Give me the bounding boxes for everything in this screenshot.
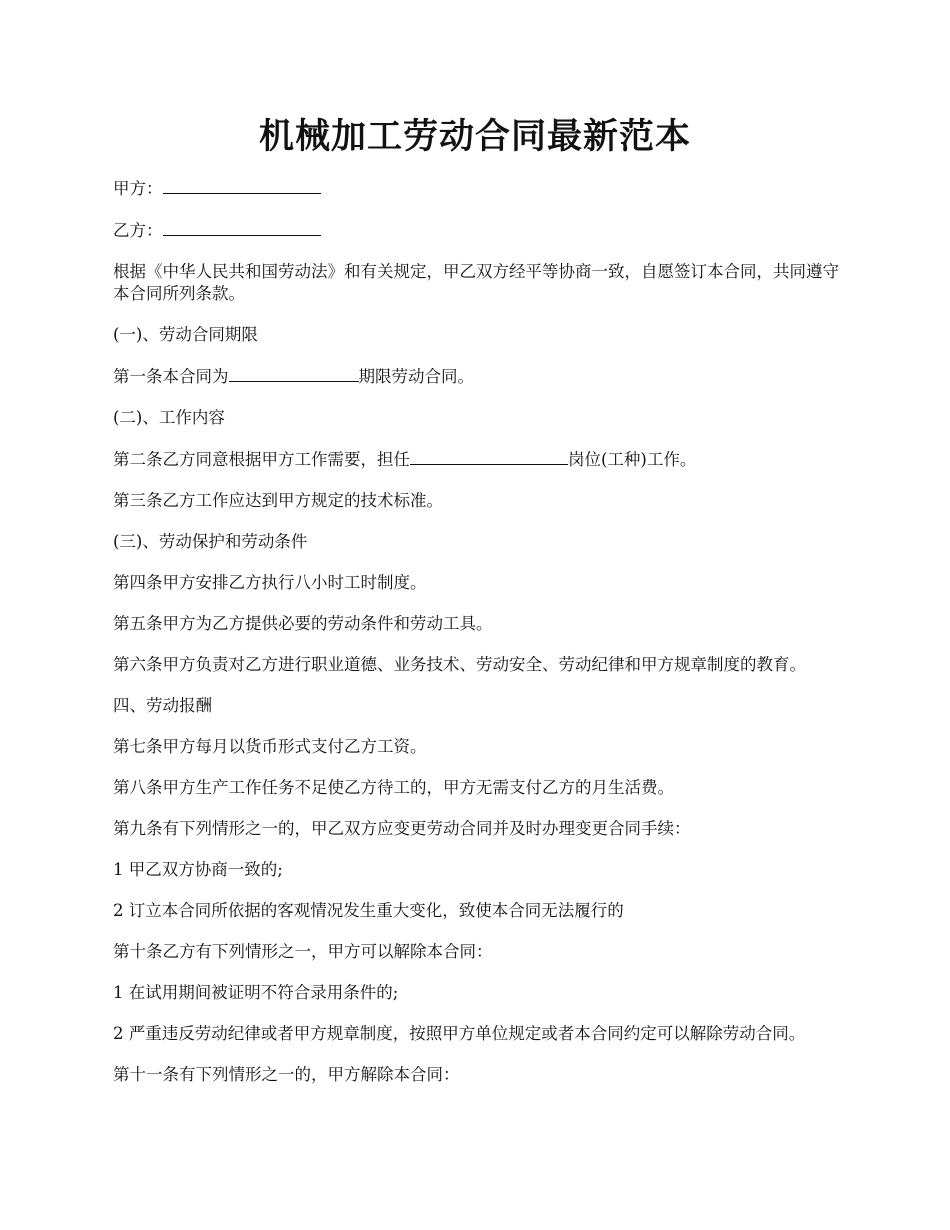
article-5: 第五条甲方为乙方提供必要的劳动条件和劳动工具。 (113, 614, 493, 633)
document-title: 机械加工劳动合同最新范本 (258, 116, 691, 157)
section-heading-pay: 四、劳动报酬 (113, 696, 212, 715)
section-heading-protection: (三)、劳动保护和劳动条件 (113, 532, 308, 551)
section-heading-work: (二)、工作内容 (113, 408, 225, 427)
party-a-blank (163, 177, 321, 194)
article-1-text-end: 期限劳动合同。 (358, 367, 474, 386)
contract-term-blank (229, 365, 359, 382)
article-7: 第七条甲方每月以货币形式支付乙方工资。 (113, 737, 427, 756)
article-10-item-2: 2 严重违反劳动纪律或者甲方规章制度，按照甲方单位规定或者本合同约定可以解除劳动合同。 (113, 1024, 806, 1043)
position-blank (410, 448, 568, 465)
article-10-item-1: 1 在试用期间被证明不符合录用条件的; (113, 983, 399, 1002)
party-b-label: 乙方： (113, 221, 163, 240)
article-6: 第六条甲方负责对乙方进行职业道德、业务技术、劳动安全、劳动纪律和甲方规章制度的教育。 (113, 655, 806, 674)
section-heading-term: (一)、劳动合同期限 (113, 325, 258, 344)
article-11: 第十一条有下列情形之一的，甲方解除本合同： (113, 1065, 460, 1084)
article-2 (113, 448, 843, 471)
article-1 (113, 365, 843, 388)
article-2-text-start: 第二条乙方同意根据甲方工作需要，担任 (113, 450, 410, 469)
article-4: 第四条甲方安排乙方执行八小时工时制度。 (113, 573, 427, 592)
intro-paragraph: 根据《中华人民共和国劳动法》和有关规定，甲乙双方经平等协商一致，自愿签订本合同，共同遵守本合同所列条款。 (113, 262, 839, 303)
article-2-text-end: 岗位(工种)工作。 (568, 450, 697, 469)
article-1-text-start: 第一条本合同为 (113, 367, 229, 386)
party-a-line (113, 177, 843, 200)
article-10: 第十条乙方有下列情形之一，甲方可以解除本合同： (113, 942, 493, 961)
article-9: 第九条有下列情形之一的，甲乙双方应变更劳动合同并及时办理变更合同手续： (113, 819, 691, 838)
party-b-line (113, 219, 843, 242)
article-9-item-2: 2 订立本合同所依据的客观情况发生重大变化，致使本合同无法履行的 (113, 901, 624, 920)
article-9-item-1: 1 甲乙双方协商一致的; (113, 860, 283, 879)
party-a-label: 甲方： (113, 179, 163, 198)
party-b-blank (163, 219, 321, 236)
contract-body (113, 177, 843, 1105)
article-8: 第八条甲方生产工作任务不足使乙方待工的，甲方无需支付乙方的月生活费。 (113, 778, 674, 797)
article-3: 第三条乙方工作应达到甲方规定的技术标准。 (113, 491, 443, 510)
